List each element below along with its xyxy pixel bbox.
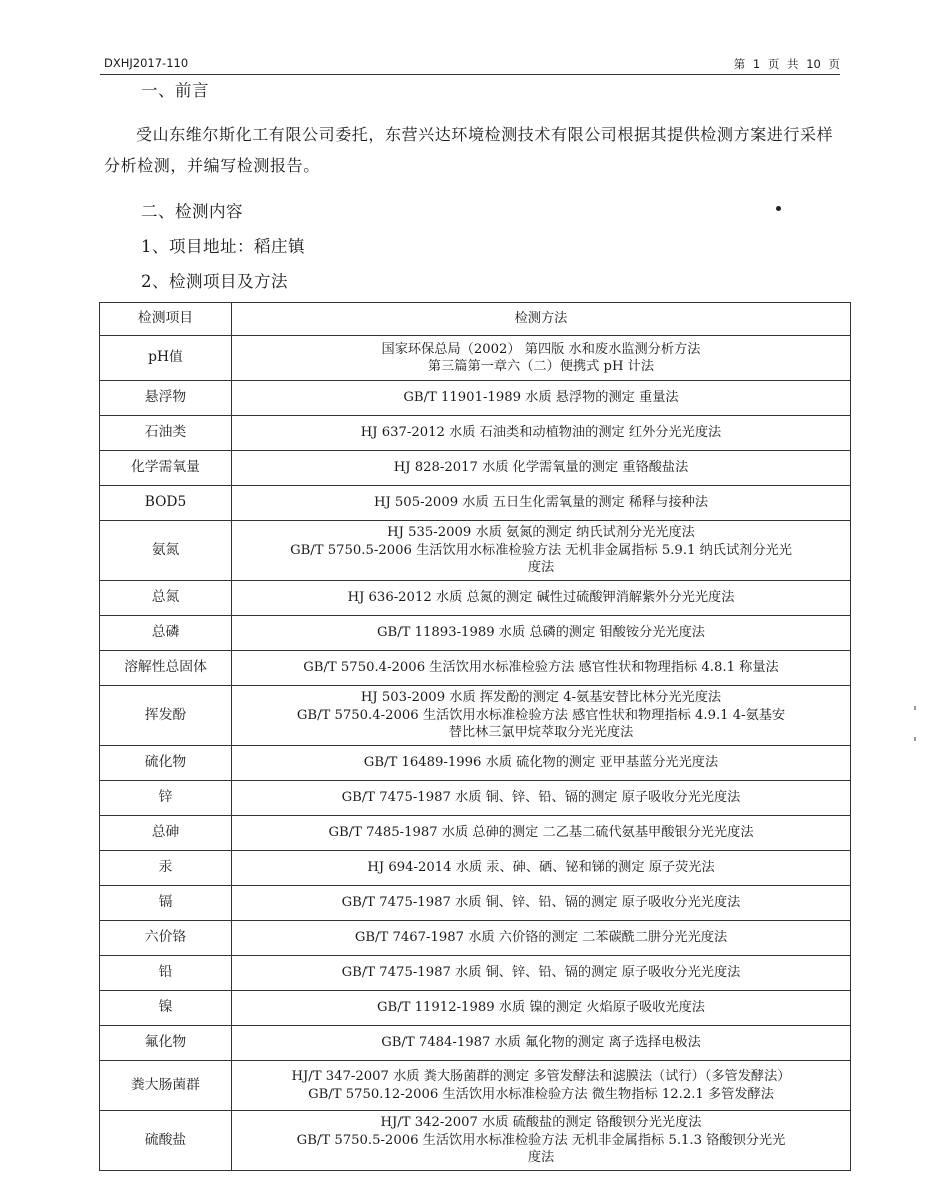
method-line: HJ 535-2009 水质 氨氮的测定 纳氏试剂分光光度法 (387, 525, 695, 541)
method-line: GB/T 7475-1987 水质 铜、锌、铅、镉的测定 原子吸收分光光度法 (341, 965, 741, 981)
content-heading: 二、检测内容 (141, 202, 243, 221)
item-cell: 镉 (100, 886, 232, 921)
scan-speck (776, 206, 781, 211)
method-line: GB/T 5750.5-2006 生活饮用水标准检验方法 无机非金属指标 5.1.3 铬酸钡分光光 (296, 1132, 786, 1148)
method-line: HJ/T 347-2007 水质 粪大肠菌群的测定 多管发酵法和滤膜法（试行）（多管发酵法） (291, 1069, 791, 1084)
method-line: 度法 (527, 560, 555, 576)
method-line: GB/T 7475-1987 水质 铜、锌、铅、镉的测定 原子吸收分光光度法 (341, 790, 741, 806)
method-cell (232, 451, 851, 486)
table-row (100, 336, 851, 381)
method-cell (232, 1026, 851, 1061)
method-line: 度法 (527, 1150, 555, 1166)
method-line: GB/T 7467-1987 水质 六价铬的测定 二苯碳酰二肼分光光度法 (354, 930, 728, 946)
method-line: GB/T 5750.4-2006 生活饮用水标准检验方法 感官性状和物理指标 4.8.1 称量法 (303, 660, 779, 676)
item-cell: 石油类 (100, 416, 232, 451)
table-row (100, 486, 851, 521)
item-cell: BOD5 (100, 486, 232, 521)
method-cell (232, 1111, 851, 1171)
item-cell: 总磷 (100, 616, 232, 651)
item-cell: 硫化物 (100, 746, 232, 781)
method-cell (232, 781, 851, 816)
item-cell: 铅 (100, 956, 232, 991)
foreword-paragraph: 受山东维尔斯化工有限公司委托，东营兴达环境检测技术有限公司根据其提供检测方案进行采样分析检测，并编写检测报告。 (104, 125, 834, 175)
method-line: HJ 694-2014 水质 汞、砷、硒、铋和锑的测定 原子荧光法 (367, 860, 715, 876)
method-cell (232, 486, 851, 521)
table-row (100, 1111, 851, 1171)
methods-heading: 2、检测项目及方法 (141, 272, 288, 291)
method-line: GB/T 5750.12-2006 生活饮用水标准检验方法 微生物指标 12.2.1 多管发酵法 (308, 1086, 774, 1102)
method-line: GB/T 11912-1989 水质 镍的测定 火焰原子吸收光度法 (376, 1000, 705, 1016)
method-cell (232, 416, 851, 451)
method-line: HJ 503-2009 水质 挥发酚的测定 4-氨基安替比林分光光度法 (360, 690, 722, 706)
method-line: 国家环保总局（2002） 第四版 水和废水监测分析方法 (381, 341, 701, 357)
item-cell: 镍 (100, 991, 232, 1026)
table-row (100, 451, 851, 486)
table-row (100, 1061, 851, 1111)
method-line: HJ 828-2017 水质 化学需氧量的测定 重铬酸盐法 (393, 460, 689, 476)
method-cell (232, 581, 851, 616)
page-header (100, 56, 840, 75)
method-cell (232, 651, 851, 686)
method-cell (232, 521, 851, 581)
column-header-method: 检测方法 (232, 303, 851, 336)
method-cell (232, 991, 851, 1026)
item-cell: 氟化物 (100, 1026, 232, 1061)
method-cell (232, 381, 851, 416)
method-line: GB/T 7484-1987 水质 氟化物的测定 离子选择电极法 (381, 1035, 701, 1051)
table-row (100, 781, 851, 816)
method-cell (232, 746, 851, 781)
table-row (100, 991, 851, 1026)
method-cell (232, 886, 851, 921)
method-cell (232, 851, 851, 886)
item-cell: 悬浮物 (100, 381, 232, 416)
method-line: GB/T 11893-1989 水质 总磷的测定 钼酸铵分光光度法 (376, 625, 705, 641)
table-row (100, 1026, 851, 1061)
project-address: 1、项目地址：稻庄镇 (141, 237, 305, 256)
item-cell: 锌 (100, 781, 232, 816)
table-row (100, 746, 851, 781)
table-row (100, 921, 851, 956)
table-row (100, 381, 851, 416)
method-cell (232, 921, 851, 956)
method-line: GB/T 16489-1996 水质 硫化物的测定 亚甲基蓝分光光度法 (363, 755, 719, 771)
table-row (100, 956, 851, 991)
item-cell: 硫酸盐 (100, 1111, 232, 1171)
item-cell: 化学需氧量 (100, 451, 232, 486)
item-cell: 总氮 (100, 581, 232, 616)
scan-edge-mark (914, 706, 916, 710)
method-cell (232, 816, 851, 851)
report-code: DXHJ2017-110 (104, 56, 189, 70)
method-line: 替比林三氯甲烷萃取分光光度法 (448, 725, 634, 741)
method-cell (232, 1061, 851, 1111)
table-row (100, 416, 851, 451)
table-header-row (100, 303, 851, 336)
table-row (100, 886, 851, 921)
method-cell (232, 336, 851, 381)
method-line: HJ 636-2012 水质 总氮的测定 碱性过硫酸钾消解紫外分光光度法 (347, 590, 735, 606)
method-line: HJ 505-2009 水质 五日生化需氧量的测定 稀释与接种法 (373, 495, 709, 511)
table-row (100, 816, 851, 851)
scan-edge-mark (914, 737, 916, 741)
method-line: GB/T 11901-1989 水质 悬浮物的测定 重量法 (403, 390, 679, 406)
item-cell: 总砷 (100, 816, 232, 851)
method-line: 第三篇第一章六（二）便携式 pH 计法 (427, 359, 655, 374)
table-row (100, 851, 851, 886)
item-cell: 氨氮 (100, 521, 232, 581)
foreword-heading: 一、前言 (141, 81, 209, 100)
page-number: 第 1 页 共 10 页 (733, 57, 840, 71)
table-row (100, 686, 851, 746)
item-cell: 挥发酚 (100, 686, 232, 746)
table-row (100, 616, 851, 651)
item-cell: 溶解性总固体 (100, 651, 232, 686)
method-line: GB/T 7485-1987 水质 总砷的测定 二乙基二硫代氨基甲酸银分光光度法 (328, 825, 754, 841)
method-line: GB/T 5750.4-2006 生活饮用水标准检验方法 感官性状和物理指标 4.9.1 4-氨基安 (296, 707, 786, 723)
item-cell: 汞 (100, 851, 232, 886)
method-line: HJ 637-2012 水质 石油类和动植物油的测定 红外分光光度法 (360, 425, 722, 441)
table-row (100, 651, 851, 686)
item-cell: 粪大肠菌群 (100, 1061, 232, 1111)
method-line: HJ/T 342-2007 水质 硫酸盐的测定 铬酸钡分光光度法 (380, 1115, 702, 1131)
method-line: GB/T 7475-1987 水质 铜、锌、铅、镉的测定 原子吸收分光光度法 (341, 895, 741, 911)
item-cell: 六价铬 (100, 921, 232, 956)
table-row (100, 521, 851, 581)
table-row (100, 581, 851, 616)
method-cell (232, 956, 851, 991)
method-line: GB/T 5750.5-2006 生活饮用水标准检验方法 无机非金属指标 5.9.1 纳氏试剂分光光 (290, 542, 792, 558)
method-cell (232, 686, 851, 746)
method-cell (232, 616, 851, 651)
item-cell: pH值 (100, 336, 232, 381)
methods-table (99, 302, 851, 1171)
column-header-item: 检测项目 (100, 303, 232, 336)
